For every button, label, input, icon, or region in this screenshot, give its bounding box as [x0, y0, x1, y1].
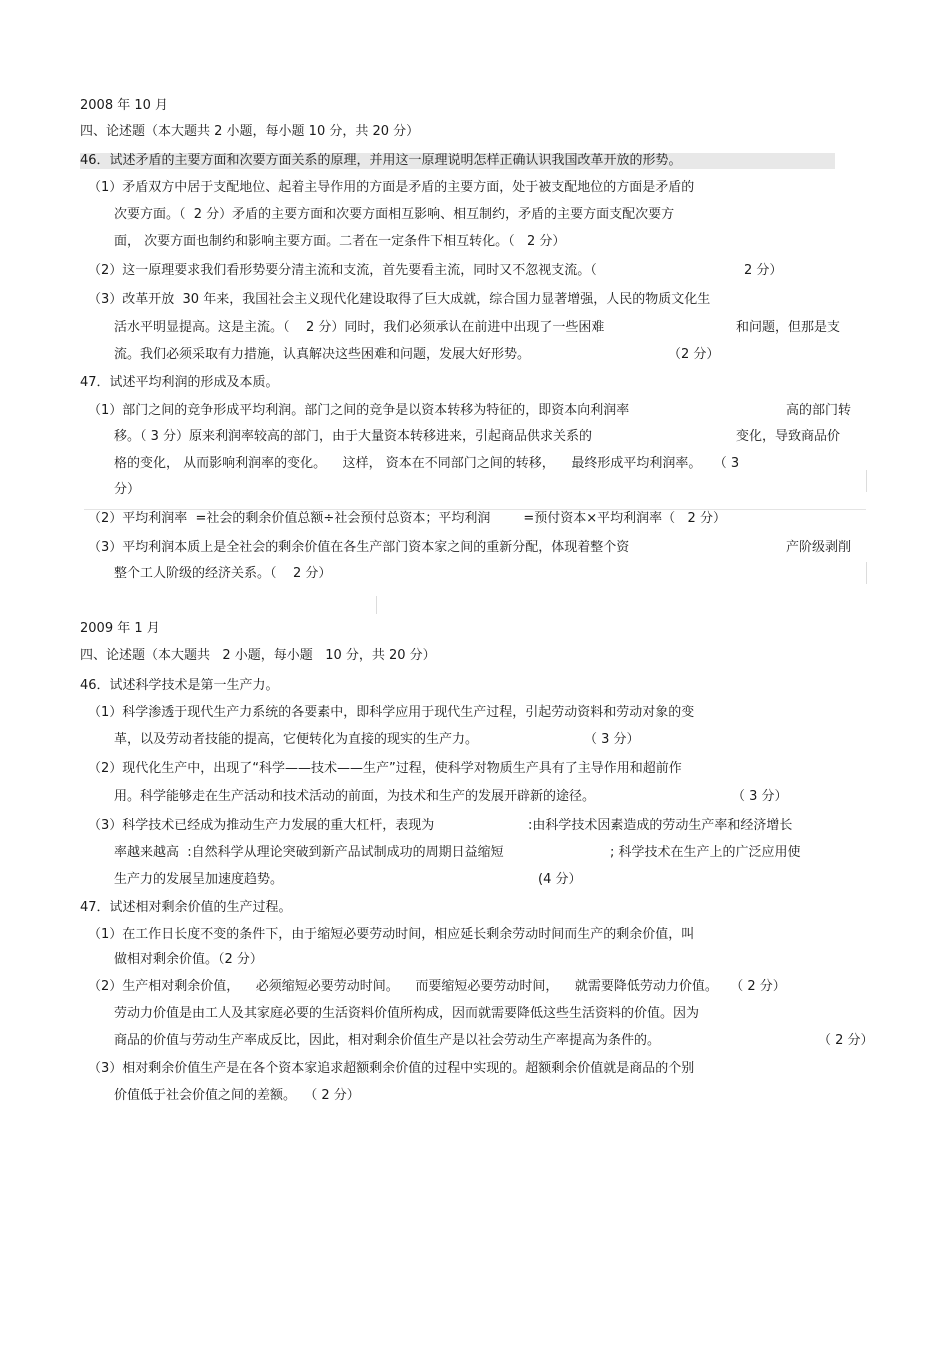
- answer-line: 商品的价值与劳动生产率成反比，因此，相对剩余价值生产是以社会劳动生产率提高为条件的。: [114, 1033, 661, 1048]
- answer-line: 整个工人阶级的经济关系。（ 2 分）: [114, 566, 332, 581]
- answer-line: 流。我们必须采取有力措施，认真解决这些困难和问题，发展大好形势。: [114, 347, 531, 362]
- section-date: 2008 年 10 月: [80, 98, 169, 113]
- answer-score: （ 3 分）: [584, 732, 640, 747]
- question-title: 47．试述相对剩余价值的生产过程。: [80, 900, 292, 915]
- answer-line: :由科学技术因素造成的劳动生产率和经济增长: [528, 818, 793, 833]
- answer-line: （2）平均利润率 =社会的剩余价值总额÷社会预付总资本；平均利润 =预付资本×平均利润率（ 2 分）: [88, 511, 726, 526]
- answer-line: 做相对剩余价值。（2 分）: [114, 952, 263, 967]
- question-title: 47．试述平均利润的形成及本质。: [80, 375, 279, 390]
- answer-line: 率越来越高 :自然科学从理论突破到新产品试制成功的周期日益缩短: [114, 845, 504, 860]
- answer-line: （3）科学技术已经成为推动生产力发展的重大杠杆，表现为: [88, 818, 435, 833]
- section-heading: 四、论述题（本大题共 2 小题，每小题 10 分，共 20 分）: [80, 124, 420, 139]
- answer-score: （ 3 分）: [732, 789, 788, 804]
- answer-line: 生产力的发展呈加速度趋势。: [114, 872, 284, 887]
- answer-line: （3）改革开放 30 年来，我国社会主义现代化建设取得了巨大成就，综合国力显著增强，人民的物质文化生: [88, 292, 711, 307]
- question-title: 46．试述矛盾的主要方面和次要方面关系的原理，并用这一原理说明怎样正确认识我国改革开放的形势。: [80, 153, 835, 169]
- answer-line: （1）在工作日长度不变的条件下，由于缩短必要劳动时间，相应延长剩余劳动时间而生产的剩余价值，叫: [88, 927, 695, 942]
- answer-line: 格的变化， 从而影响利润率的变化。 这样， 资本在不同部门之间的转移， 最终形成平均利润率。 （ 3: [114, 456, 740, 471]
- answer-line: 变化，导致商品价: [736, 429, 841, 444]
- answer-line: 价值低于社会价值之间的差额。 （ 2 分）: [114, 1088, 360, 1103]
- answer-score: 2 分）: [744, 263, 783, 278]
- answer-line: （3）相对剩余价值生产是在各个资本家追求超额剩余价值的过程中实现的。超额剩余价值就是商品的个别: [88, 1061, 695, 1076]
- answer-line: 移。（ 3 分）原来利润率较高的部门，由于大量资本转移进来，引起商品供求关系的: [114, 429, 593, 444]
- answer-line: 活水平明显提高。这是主流。（ 2 分）同时，我们必须承认在前进中出现了一些困难: [114, 320, 605, 335]
- answer-line: 革，以及劳动者技能的提高，它便转化为直接的现实的生产力。: [114, 732, 479, 747]
- answer-line: （1）矛盾双方中居于支配地位、起着主导作用的方面是矛盾的主要方面，处于被支配地位的方面是矛盾的: [88, 180, 695, 195]
- answer-line: （1）科学渗透于现代生产力系统的各要素中，即科学应用于现代生产过程，引起劳动资料和劳动对象的变: [88, 705, 695, 720]
- answer-line: ; 科学技术在生产上的广泛应用使: [610, 845, 801, 860]
- answer-score: （ 2 分）: [818, 1033, 874, 1048]
- answer-line: 高的部门转: [786, 403, 852, 418]
- answer-line: （3）平均利润本质上是全社会的剩余价值在各生产部门资本家之间的重新分配，体现着整个资: [88, 540, 630, 555]
- answer-line: （1）部门之间的竞争形成平均利润。部门之间的竞争是以资本转移为特征的，即资本向利润率: [88, 403, 630, 418]
- answer-line: （2）这一原理要求我们看形势要分清主流和支流，首先要看主流，同时又不忽视支流。（: [88, 263, 597, 278]
- answer-score: （2 分）: [668, 347, 720, 362]
- scan-artifact-line: [866, 470, 867, 492]
- answer-line: 分）: [114, 482, 141, 497]
- scan-artifact-line: [866, 562, 867, 584]
- answer-line: （2）现代化生产中，出现了“科学——技术——生产”过程，使科学对物质生产具有了主导作用和超前作: [88, 761, 682, 776]
- answer-line: 面， 次要方面也制约和影响主要方面。二者在一定条件下相互转化。（ 2 分）: [114, 234, 566, 249]
- answer-line: 劳动力价值是由工人及其家庭必要的生活资料价值所构成，因而就需要降低这些生活资料的价值。因为: [114, 1006, 700, 1021]
- answer-line: 产阶级剥削: [786, 540, 852, 555]
- scan-artifact-line: [84, 509, 866, 510]
- answer-line: （2）生产相对剩余价值， 必须缩短必要劳动时间。 而要缩短必要劳动时间， 就需要降低劳动力价值。 （ 2 分）: [88, 979, 786, 994]
- answer-line: 和问题，但那是支: [736, 320, 841, 335]
- answer-line: 次要方面。（ 2 分）矛盾的主要方面和次要方面相互影响、相互制约，矛盾的主要方面支配次要方: [114, 207, 675, 222]
- question-title: 46．试述科学技术是第一生产力。: [80, 678, 279, 693]
- scan-artifact-line: [376, 596, 377, 614]
- answer-line: 用。科学能够走在生产活动和技术活动的前面，为技术和生产的发展开辟新的途径。: [114, 789, 596, 804]
- answer-score: (4 分）: [538, 872, 582, 887]
- section-date: 2009 年 1 月: [80, 621, 160, 636]
- section-heading: 四、论述题（本大题共 2 小题，每小题 10 分，共 20 分）: [80, 648, 436, 663]
